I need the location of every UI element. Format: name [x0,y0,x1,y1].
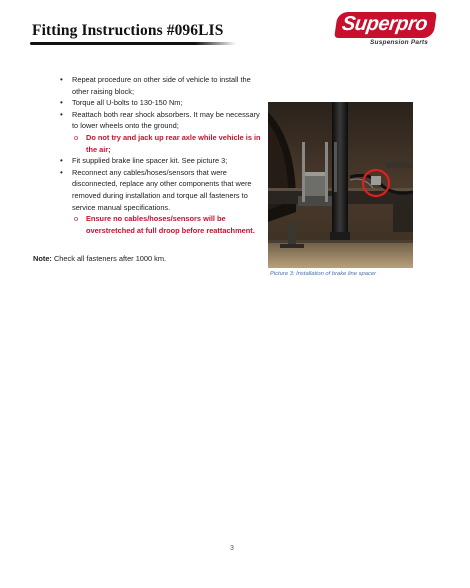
title-underline [30,42,236,45]
circle-bullet-icon: o [74,132,79,142]
list-item [58,167,263,213]
list-item-text: Torque all U-bolts to 130-150 Nm; [72,98,183,108]
note-label: Note: [33,254,52,263]
list-item [58,155,263,167]
list-item-text: Reconnect any cables/hoses/sensors that were disconnected, replace any other components that were removed during installation and torque all fasteners to service manual specifications. [72,167,252,212]
photo-illustration [268,102,413,268]
warning-item [58,213,263,236]
instruction-list [58,74,263,236]
logo-tagline: Suspension Parts [370,39,429,46]
list-item-text: Repeat procedure on other side of vehicle to install the other raising block; [72,75,251,96]
bullet-icon: • [60,156,63,166]
list-item [58,109,263,132]
circle-bullet-icon: o [74,214,79,224]
note-text: Check all fasteners after 1000 km. [51,254,167,263]
warning-text: Ensure no cables/hoses/sensors will be overstretched at full droop before reattachment. [86,214,255,235]
superpro-logo [334,12,446,52]
warning-item [58,132,263,155]
bullet-icon: • [60,167,63,177]
page-title: Fitting Instructions #096LIS [32,22,224,39]
bullet-icon: • [60,98,63,108]
bullet-icon: • [60,75,63,84]
list-item [58,74,263,97]
page-number: 3 [230,545,234,552]
warning-text: Do not try and jack up rear axle while vehicle is in the air; [86,132,261,154]
list-item-text: Fit supplied brake line spacer kit. See picture 3; [72,156,228,166]
brake-line-spacer-photo [268,102,413,268]
figure-caption: Picture 3: Installation of brake line spacer [270,271,377,277]
logo-wordmark: Superpro [334,12,437,38]
list-item-text: Reattach both rear shock absorbers. It may be necessary to lower wheels onto the ground; [72,109,260,131]
list-item [58,97,263,109]
bullet-icon: • [60,109,63,119]
note-paragraph [33,254,166,263]
